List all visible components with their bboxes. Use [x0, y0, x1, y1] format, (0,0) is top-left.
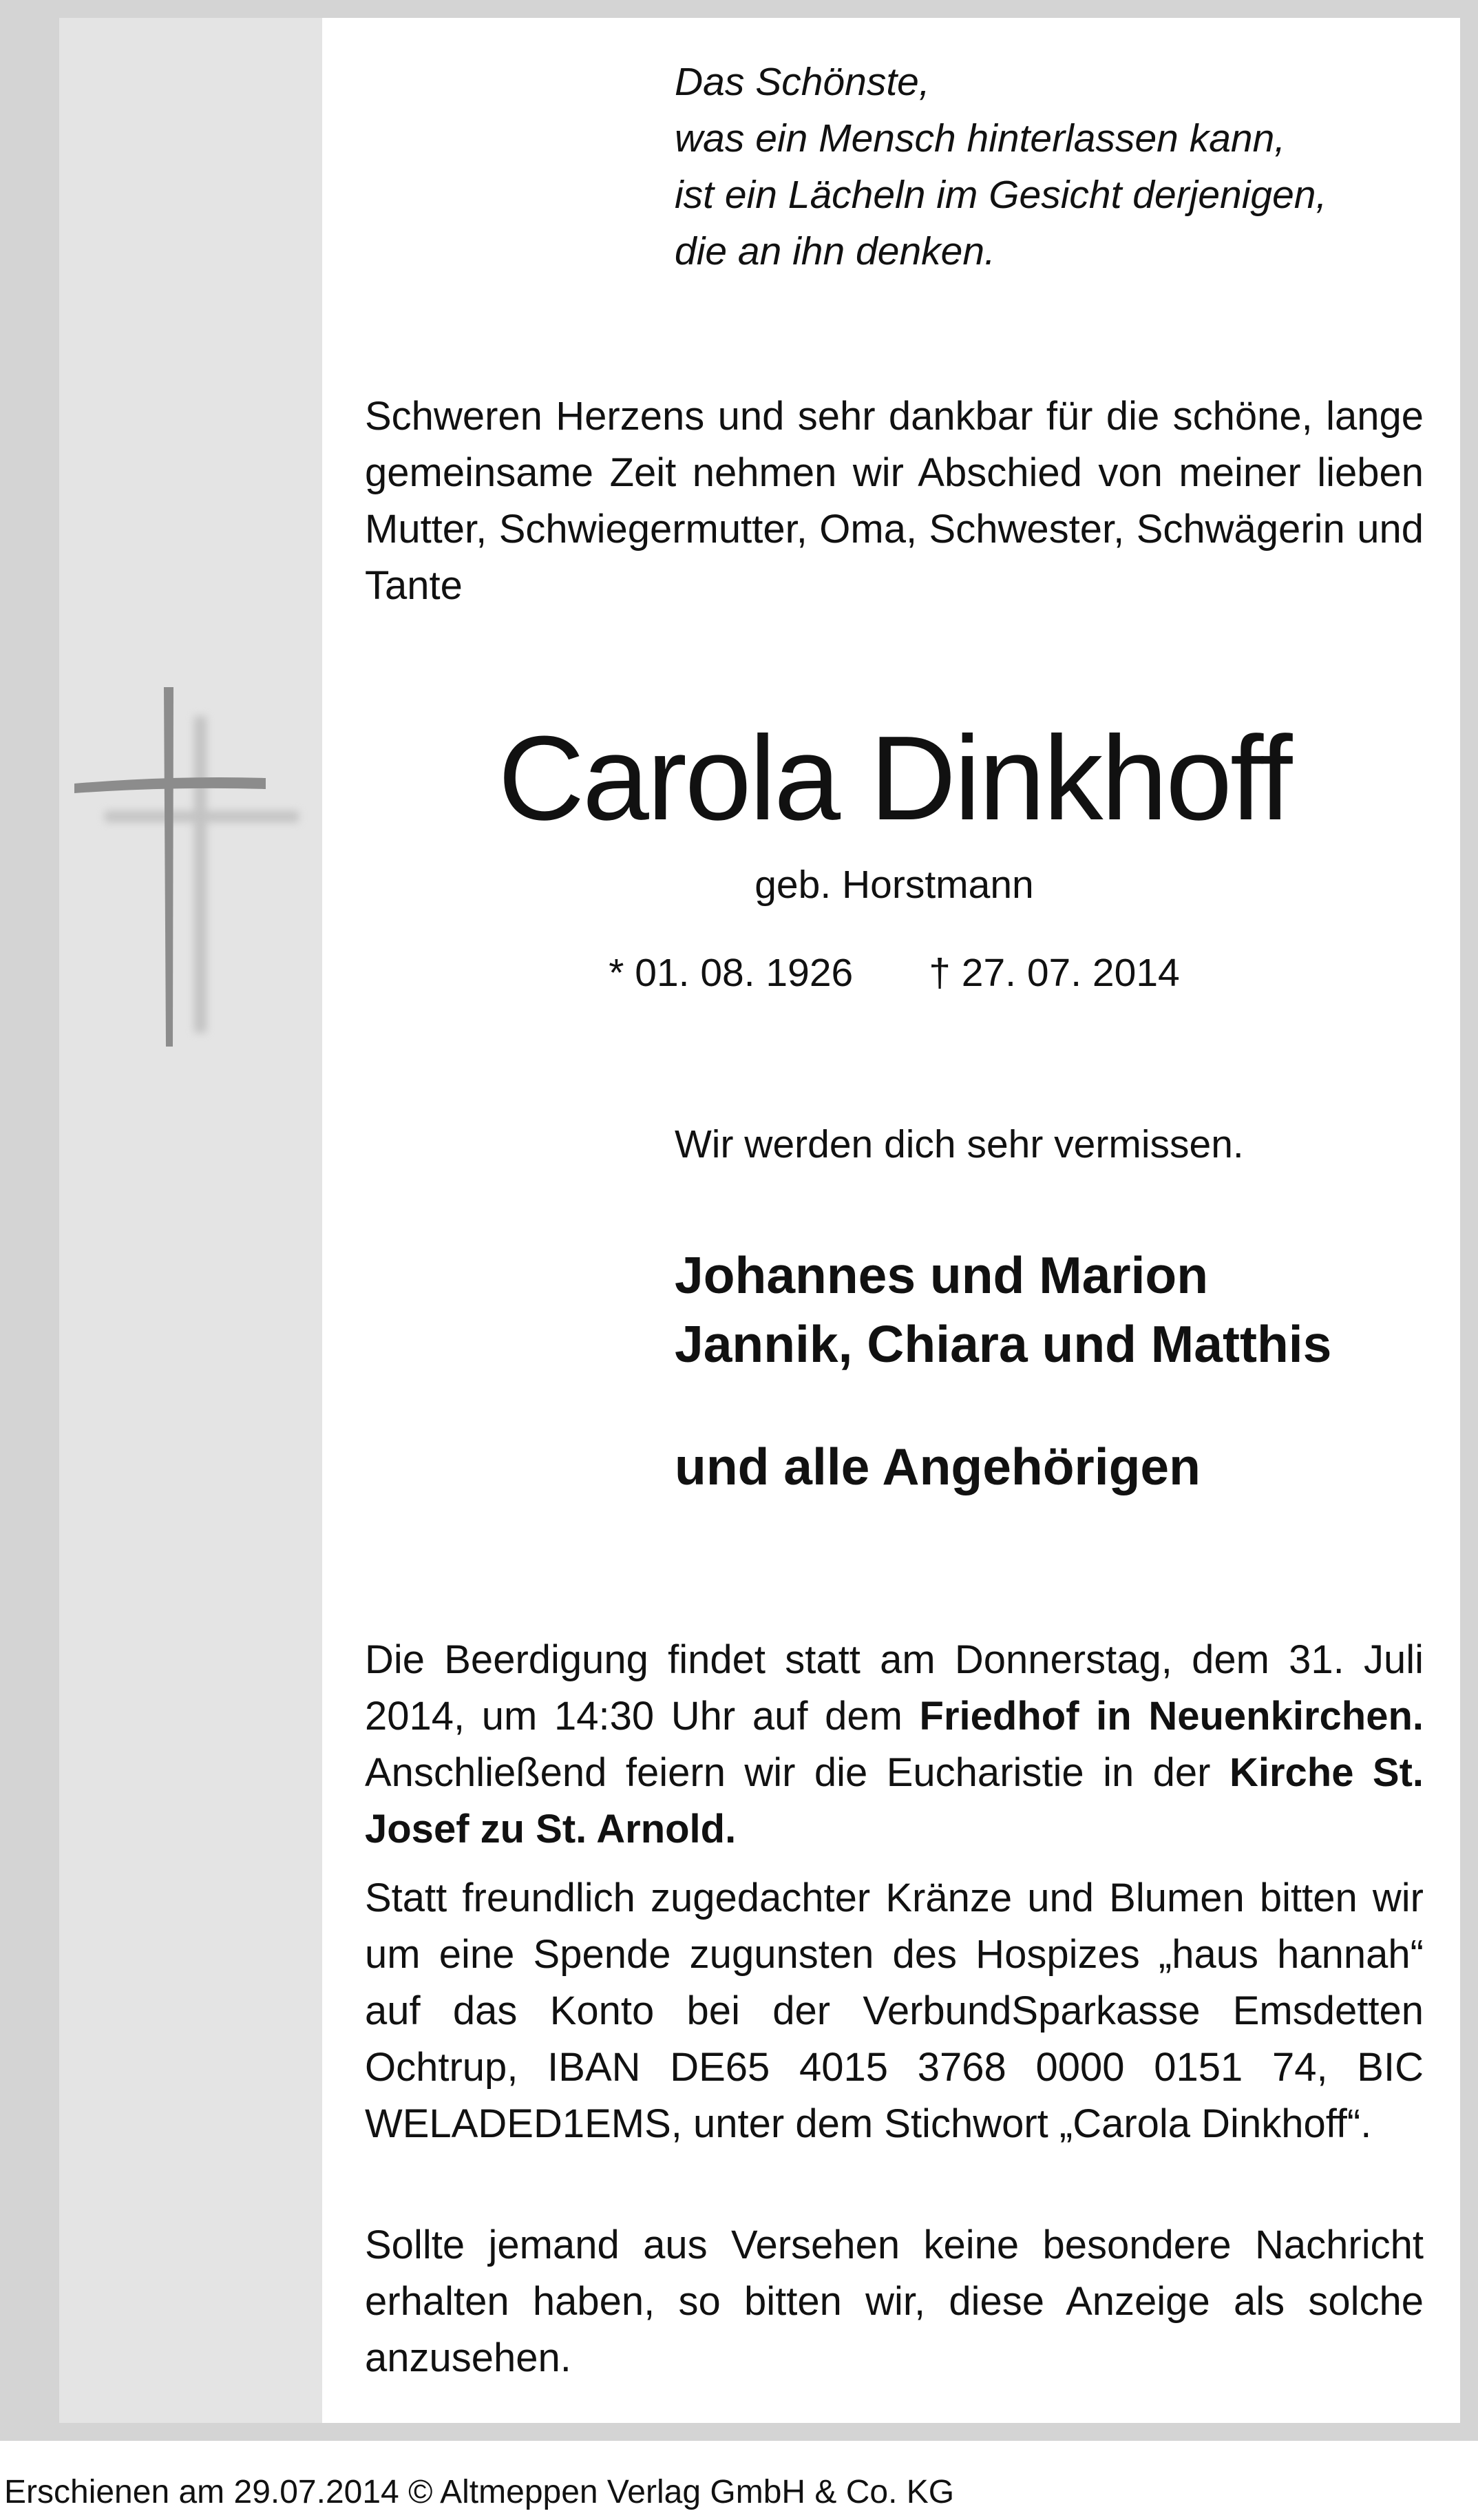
mourners-list: [675, 1241, 1331, 1378]
birth-date: * 01. 08. 1926: [609, 951, 854, 995]
side-stripe: [59, 18, 322, 2423]
mistake-paragraph: [365, 2217, 1424, 2386]
donation-paragraph: [365, 1870, 1424, 2152]
quote-line: Das Schönste,: [675, 60, 930, 104]
birth-name: geb. Horstmann: [754, 863, 1034, 907]
mourner-line: Johannes und Marion: [675, 1246, 1209, 1304]
death-date: † 27. 07. 2014: [929, 951, 1180, 995]
relatives-line: und alle Angehörigen: [675, 1438, 1201, 1495]
quote-line: was ein Mensch hinterlassen kann,: [675, 116, 1286, 160]
quote-line: die an ihn denken.: [675, 229, 995, 273]
deceased-name: Carola Dinkhoff: [498, 711, 1291, 845]
funeral-paragraph: [365, 1632, 1424, 1858]
intro-text: Schweren Herzens und sehr dankbar für die schöne, lange gemeinsame Zeit nehmen wir Abschied von meiner lieben Mutter, Schwiegermutter, Oma, Schwester, Schwägerin und Tante: [365, 394, 1424, 608]
cross-icon: [62, 675, 324, 1060]
publication-footer: Erschienen am 29.07.2014 © Altmeppen Verlag GmbH & Co. KG: [4, 2474, 955, 2510]
memorial-quote: [675, 54, 1446, 280]
church-name: Kirche St. Josef zu St. Arnold.: [365, 1750, 1424, 1851]
donation-text: Statt freundlich zugedachter Kränze und Blumen bitten wir um eine Spende zugunsten des Hospizes „haus hannah“ auf das Konto bei der VerbundSparkasse Emsdetten Ochtrup, IBAN DE65 4015 3768 0000 0151 74, BIC WELADED1EMS, unter dem Stichwort „Carola Dinkhoff“.: [365, 1876, 1424, 2146]
funeral-place: Friedhof in Neuenkirchen.: [919, 1694, 1424, 1739]
intro-paragraph: [365, 388, 1424, 614]
mistake-text: Sollte jemand aus Versehen keine besondere Nachricht erhalten haben, so bitten wir, diese Anzeige als solche anzusehen.: [365, 2223, 1424, 2380]
quote-line: ist ein Lächeln im Gesicht derjenigen,: [675, 173, 1327, 217]
funeral-text-cont: Anschließend feiern wir die Eucharistie in der: [365, 1750, 1229, 1795]
funeral-text: Die Beerdigung findet statt am Donnerstag, dem 31. Juli 2014, um 14:30 Uhr auf dem: [365, 1637, 1424, 1739]
life-dates: [365, 949, 1424, 997]
farewell-line: Wir werden dich sehr vermissen.: [675, 1122, 1244, 1166]
mourner-line: Jannik, Chiara und Matthis: [675, 1315, 1332, 1373]
